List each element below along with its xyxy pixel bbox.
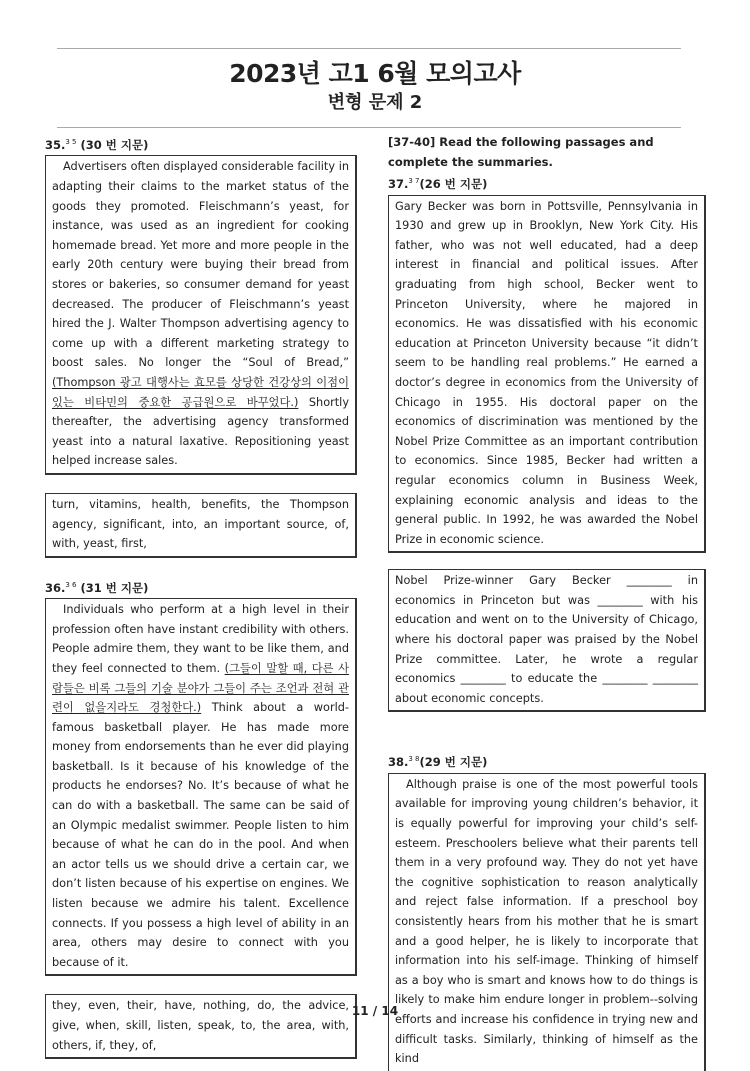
header-rule: [57, 127, 681, 128]
question-36-passage: Individuals who perform at a high level in their profession often have instant credibility with others. People admire them, they want to be like them, and they feel connected to them. (그들이 말할 때, 다른 사람들은 비록 그들의 기술 분야가 그들이 주는 조언과 전혀 관련이 없을지라도 경청한다.) Think about a world-famous basketball player. He has made more money from endorsements than he ever did playing basketball. Is it because of his knowledge of the products he endorses? No. It’s because of what he can do with a basketball. The same can be said of an Olympic medalist swimmer. People listen to him because of what he can do in the pool. And when an actor tells us we should drive a certain car, we don’t listen because of his expertise on engines. We listen because we admire his talent. Excellence connects. If you possess a high level of ability in an area, others may desire to connect with you because of it.: [45, 598, 357, 976]
question-36-label: 36.$^{3 6}$ (31 번 지문): [45, 580, 149, 595]
question-37-summary: Nobel Prize-winner Gary Becker ________ in economics in Princeton but was ________ with his education and went on to the University of Chicago, where his doctoral paper was praised by the Nobel Prize committee. Later, he wrote a regular economics ________ to educate the ________ ________ about economic concepts.: [388, 569, 706, 712]
question-35-passage: Advertisers often displayed considerable facility in adapting their claims to the market status of the goods they promoted. Fleischmann’s yeast, for instance, was used as an ingredient for cooking homemade bread. Yet more and more people in the early 20th century were buying their bread from stores or bakeries, so consumer demand for yeast decreased. The producer of Fleischmann’s yeast hired the J. Walter Thompson advertising agency to come up with a different marketing strategy to boost sales. No longer the “Soul of Bread,” (Thompson 광고 대행사는 효모를 상당한 건강상의 이점이 있는 비타민의 중요한 공급원으로 바꾸었다.) Shortly thereafter, the advertising agency transformed yeast into a natural laxative. Repositioning yeast helped increase sales.: [45, 155, 357, 475]
left-column: [45, 133, 357, 1059]
page-number: 11 / 14: [351, 1004, 399, 1018]
section-instructions: [37-40] Read the following passages and complete the summaries.: [388, 135, 654, 169]
question-38-label: 38.$^{3 8}$(29 번 지문): [388, 755, 488, 770]
page-title: 2023년 고1 6월 모의고사: [229, 59, 521, 88]
top-rule: [57, 48, 681, 49]
question-37-passage: Gary Becker was born in Pottsville, Pennsylvania in 1930 and grew up in Brooklyn, New York City. His father, who was not well educated, had a deep interest in financial and political issues. After graduating from high school, Becker went to Princeton University, where he majored in economics. He was dissatisfied with his economic education at Princeton University because “it didn’t seem to be handling real problems.” He earned a doctor’s degree in economics from the University of Chicago in 1955. His doctoral paper on the economics of discrimination was mentioned by the Nobel Prize Committee as an important contribution to economics. Since 1985, Becker had written a regular economics column in Business Week, explaining economic analysis and ideas to the general public. In 1992, he was awarded the Nobel Prize in economic science.: [388, 195, 706, 554]
question-38-passage: Although praise is one of the most powerful tools available for improving young children’s behavior, it is equally powerful for improving your child’s self-esteem. Preschoolers believe what their parents tell them in a very profound way. They do not yet have the cognitive sophistication to reason analytically and reject false information. If a preschool boy consistently hears from his mother that he is smart and a good helper, he is likely to incorporate that information into his self-image. Thinking of himself as a boy who is smart and knows how to do things is likely to make him endure longer in problem--solving efforts and increase his confidence in trying new and difficult tasks. Similarly, thinking of himself as the kind: [388, 773, 706, 1071]
question-37-label: 37.$^{3 7}$(26 번 지문): [388, 177, 488, 192]
question-35-label: 35.$^{3 5}$ (30 번 지문): [45, 137, 149, 152]
question-36-word-bank: they, even, their, have, nothing, do, the advice, give, when, skill, listen, speak, to, the area, with, others, if, they, of,: [45, 994, 357, 1059]
underlined-translation: (Thompson 광고 대행사는 효모를 상당한 건강상의 이점이 있는 비타민의 중요한 공급원으로 바꾸었다.): [52, 375, 349, 409]
right-column: [388, 133, 706, 1071]
underlined-translation: (그들이 말할 때, 다른 사람들은 비록 그들의 기술 분야가 그들이 주는 조언과 전혀 관련이 없을지라도 경청한다.): [52, 661, 350, 715]
page-subtitle: 변형 문제 2: [327, 92, 423, 113]
question-35-word-bank: turn, vitamins, health, benefits, the Thompson agency, significant, into, an important source, of, with, yeast, first,: [45, 493, 357, 558]
